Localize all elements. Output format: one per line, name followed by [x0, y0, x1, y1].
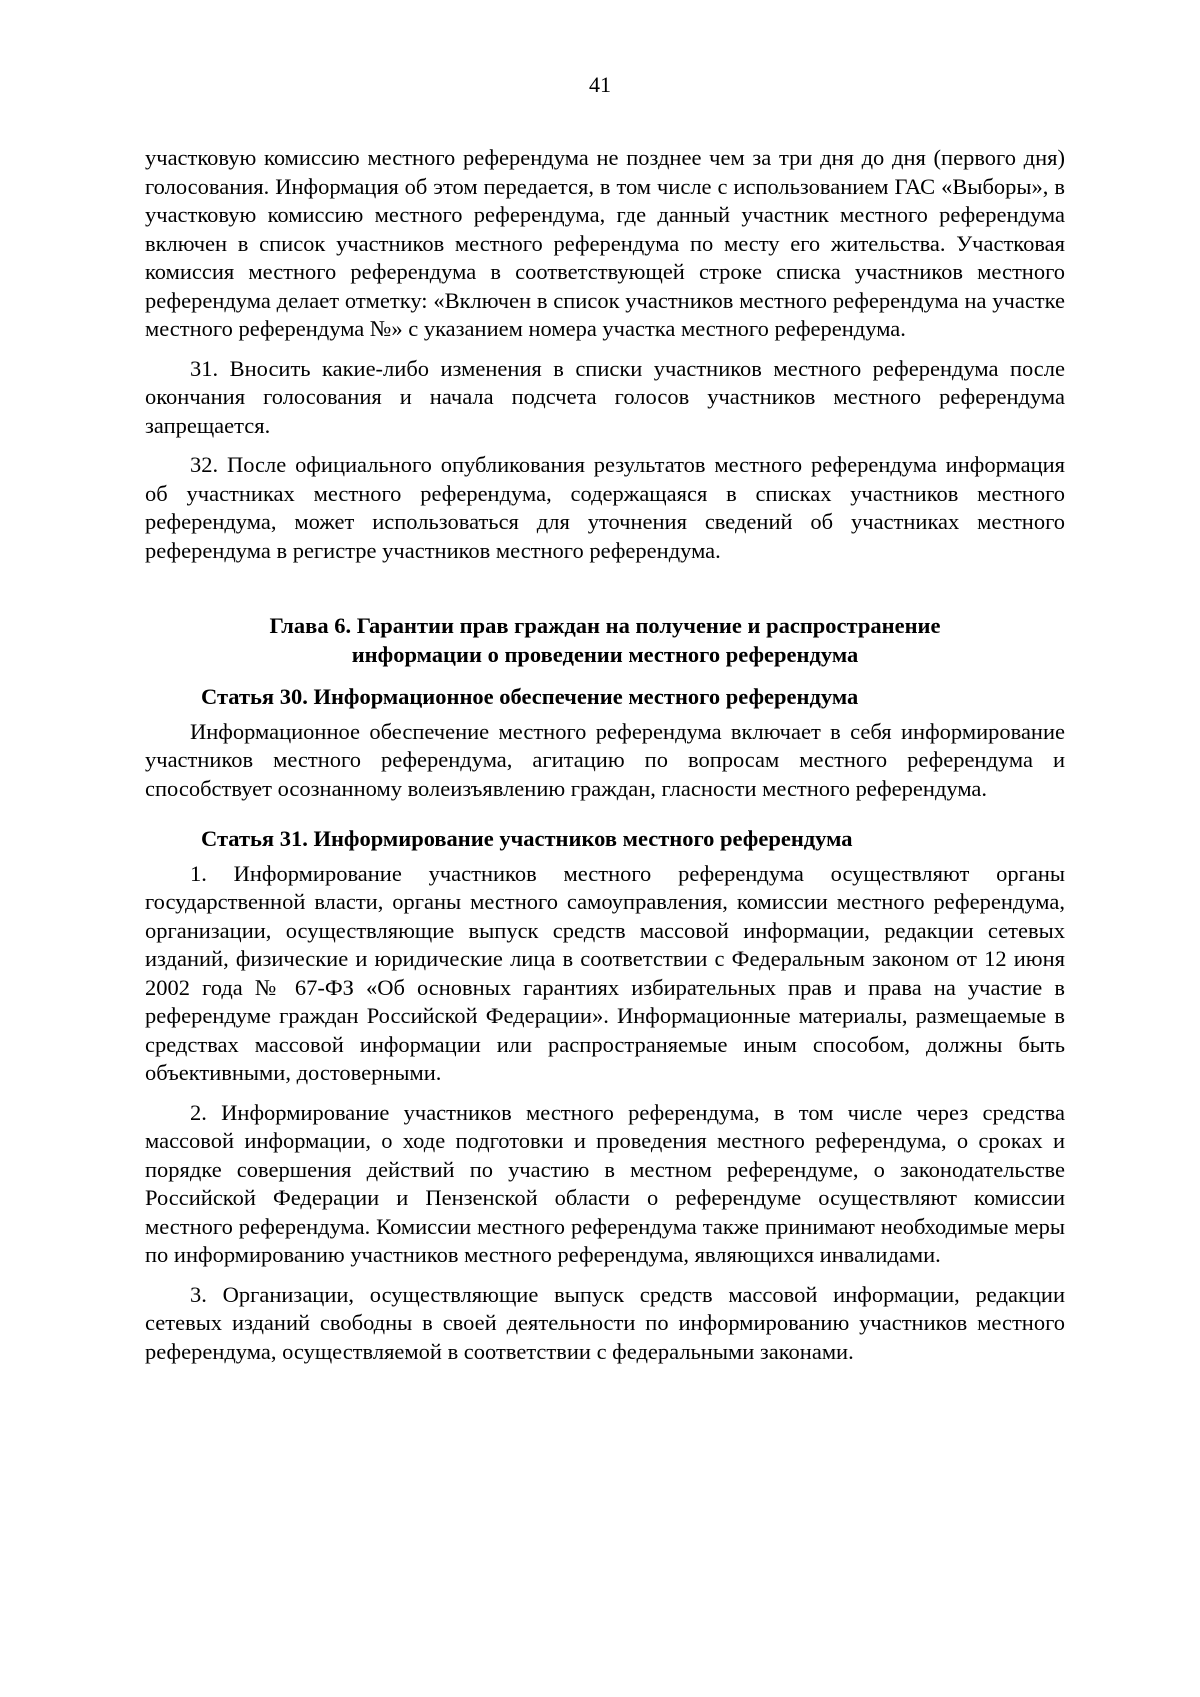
page-number: 41	[589, 72, 611, 97]
paragraph-item-31: 31. Вносить какие-либо изменения в списки участников местного референдума после окончания голосования и начала подсчета голосов участников местного референдума запрещается.	[145, 355, 1065, 438]
chapter-heading-line-1: Глава 6. Гарантии прав граждан на получение и распространение	[269, 613, 941, 638]
paragraph-continuation: участковую комиссию местного референдума не позднее чем за три дня до дня (первого дня) голосования. Информация об этом передается, в том числе с использованием ГАС «Выборы», в участковую комиссию местного референдума, где данный участник местного референдума включен в список участников местного референдума по месту его жительства. Участковая комиссия местного референдума в соответствующей строке списка участников местного референдума делает отметку: «Включен в список участников местного референдума на участке местного референдума №» с указанием номера участка местного референдума.	[145, 145, 1065, 341]
article-30-title: Статья 30. Информационное обеспечение местного референдума	[201, 684, 859, 709]
chapter-heading	[145, 612, 1065, 669]
document-body	[145, 144, 1065, 1377]
article-31-item-2: 2. Информирование участников местного референдума, в том числе через средства массовой информации, о ходе подготовки и проведения местного референдума, о сроках и порядке совершения действий по участию в местном референдуме, о законодательстве Российской Федерации и Пензенской области о референдуме осуществляют комиссии местного референдума. Комиссии местного референдума также принимают необходимые меры по информированию участников местного референдума, являющихся инвалидами.	[145, 1099, 1065, 1267]
article-31-item-3: 3. Организации, осуществляющие выпуск средств массовой информации, редакции сетевых изданий свободны в своей деятельности по информированию участников местного референдума, осуществляемой в соответствии с федеральными законами.	[145, 1281, 1065, 1364]
article-30-text: Информационное обеспечение местного референдума включает в себя информирование участников местного референдума, агитацию по вопросам местного референдума и способствует осознанному волеизъявлению граждан, гласности местного референдума.	[145, 718, 1065, 801]
chapter-heading-line-2: информации о проведении местного референдума	[351, 641, 859, 667]
article-31-item-1: 1. Информирование участников местного референдума осуществляют органы государственной власти, органы местного самоуправления, комиссии местного референдума, организации, осуществляющие выпуск средств массовой информации, редакции сетевых изданий, физические и юридические лица в соответствии с Федеральным законом от 12 июня 2002 года № 67-ФЗ «Об основных гарантиях избирательных прав и права на участие в референдуме граждан Российской Федерации». Информационные материалы, размещаемые в средствах массовой информации или распространяемые иным способом, должны быть объективными, достоверными.	[145, 860, 1065, 1085]
paragraph-item-32: 32. После официального опубликования результатов местного референдума информация об участниках местного референдума, содержащаяся в списках участников местного референдума, может использоваться для уточнения сведений об участниках местного референдума в регистре участников местного референдума.	[145, 452, 1065, 563]
article-31-title: Статья 31. Информирование участников местного референдума	[201, 826, 853, 851]
